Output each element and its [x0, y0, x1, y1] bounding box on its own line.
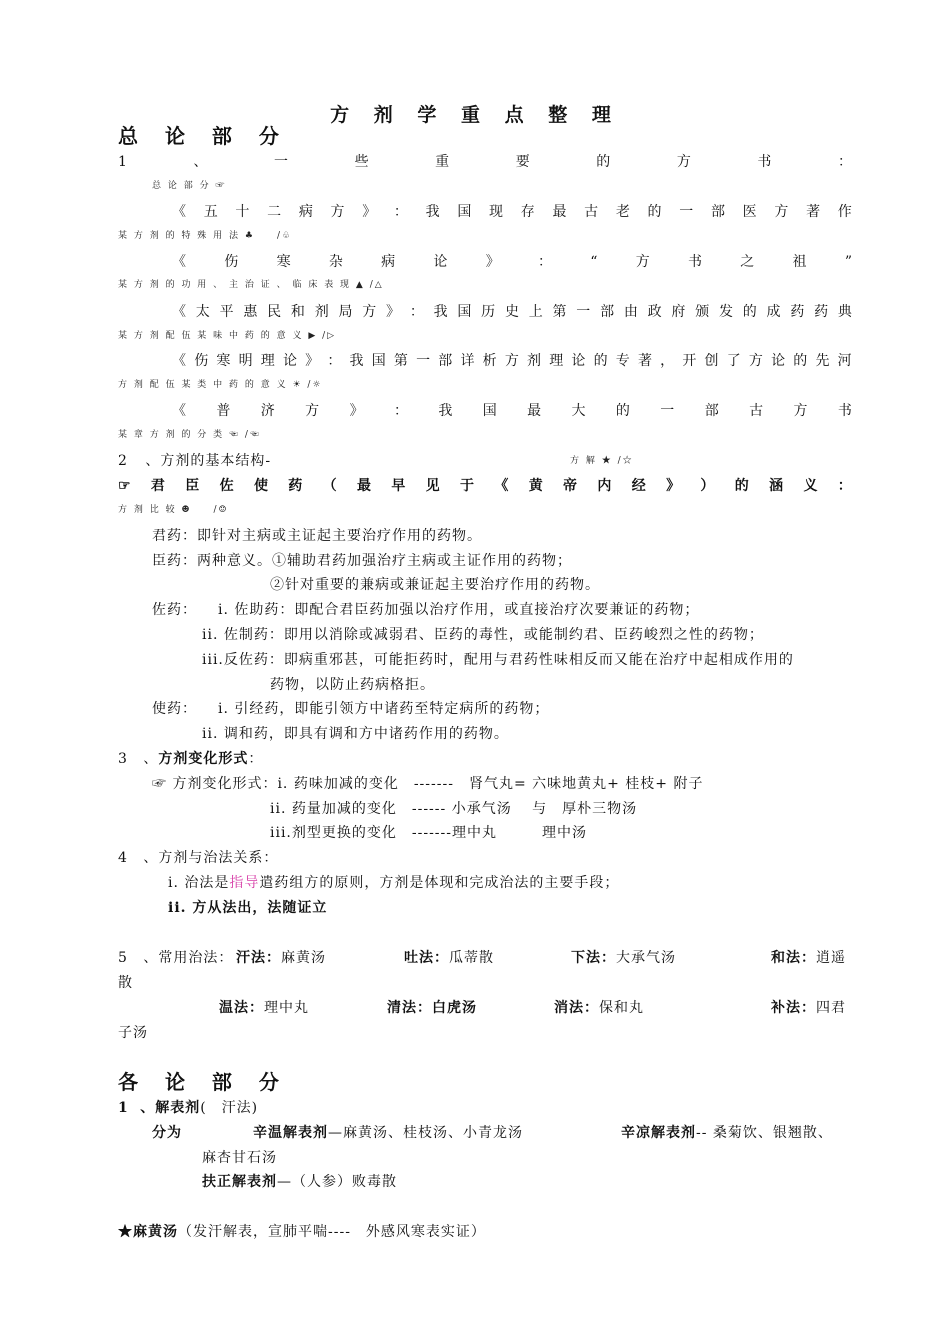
method-label: 温法：: [219, 1000, 264, 1016]
s4-heading: [118, 848, 853, 868]
method-label: 下法：: [571, 950, 616, 966]
s2-num: 2: [118, 453, 128, 469]
s4-text: 、方剂与治法关系：: [143, 850, 279, 866]
line-char: 药: [814, 304, 830, 320]
specific-section-heading: 各 论 部 分: [118, 1070, 289, 1094]
line-char: 析: [482, 353, 498, 369]
line-char: 见: [425, 478, 441, 494]
line-char: 部: [600, 304, 616, 320]
s4-i-post: 遣药组方的原则，方剂是体现和完成治法的主要手段；: [259, 875, 620, 891]
line-char: 》: [305, 353, 321, 369]
method-wrap-2: 子汤: [118, 1025, 148, 1041]
zuo-yao-1: i. 佐助药：即配合君臣药加强以治疗作用，或直接治疗次要兼证的药物；: [218, 602, 700, 618]
line-char: 的: [647, 204, 663, 220]
line-char: 理: [549, 353, 565, 369]
line-char: 大: [571, 403, 587, 419]
book-line: [172, 351, 853, 371]
line-char: 老: [615, 204, 631, 220]
line-char: 病: [381, 254, 397, 270]
legend-note: 某 方 剂 的 特 殊 用 法 ♣ /♧: [118, 231, 293, 241]
legend-note: 方 解 ★ /☆: [570, 456, 634, 466]
line-char: 普: [216, 403, 232, 419]
line-char: 书: [837, 403, 853, 419]
s3-form-1: ☞ 方剂变化形式：i. 药味加减的变化 ------- 肾气丸= 六味地黄丸+ 桂枝+ 附子: [152, 776, 704, 792]
line-char: 政: [647, 304, 663, 320]
line-char: 的: [593, 353, 609, 369]
s5-text: 、常用治法：: [143, 950, 234, 966]
spec-s1-sep: 、: [140, 1100, 156, 1116]
document-title: 方 剂 学 重 点 整 理: [330, 104, 620, 126]
method-tu: [404, 948, 494, 968]
line-char: “: [590, 254, 599, 270]
book-line: [172, 302, 853, 322]
line-char: 最: [552, 204, 568, 220]
line-char: ：: [393, 403, 409, 419]
line-char: 方: [504, 353, 520, 369]
fuzheng-label: 扶正解表剂: [202, 1174, 277, 1190]
line-char: ，: [660, 353, 676, 369]
method-bu: [771, 998, 846, 1018]
line-char: 《: [172, 204, 187, 220]
line-char: 佐: [219, 478, 235, 494]
line-char: 最: [356, 478, 372, 494]
line-char: 药: [790, 304, 806, 320]
line-char: 著: [637, 353, 653, 369]
line-char: 一: [660, 403, 676, 419]
line-char: 发: [718, 304, 734, 320]
line-char: 和: [290, 304, 306, 320]
line-char: 理: [260, 353, 276, 369]
method-value: 四君: [816, 1000, 846, 1016]
s3-sep: 、: [143, 751, 159, 767]
s1-char: 要: [515, 154, 531, 170]
legend-note: 某 章 方 剂 的 分 类 ☜ /☜: [118, 430, 261, 440]
s3-num: 3: [118, 751, 128, 767]
s2-text: 、方剂的基本结构-: [145, 453, 272, 469]
line-char: 于: [460, 478, 475, 494]
method-value: 瓜蒂散: [449, 950, 494, 966]
xinliang-jiebiao: [621, 1123, 833, 1143]
line-char: ：: [327, 353, 343, 369]
line-char: 《: [172, 403, 187, 419]
mahuang-desc: （发汗解表，宣肺平喘---- 外感风寒表实证）: [178, 1224, 486, 1240]
line-char: ：: [393, 204, 409, 220]
zuo-yao-3b: 药物，以防止药病格拒。: [270, 677, 435, 693]
line-char: 论: [282, 353, 298, 369]
chen-yao-2: ②针对重要的兼病或兼证起主要治疗作用的药物。: [270, 577, 600, 593]
method-wen: [219, 998, 309, 1018]
general-section-heading: 总 论 部 分: [118, 124, 289, 148]
line-char: 河: [837, 353, 853, 369]
line-char: ：: [837, 478, 853, 494]
line-char: 寒: [276, 254, 292, 270]
line-char: 明: [238, 353, 254, 369]
line-char: 历: [481, 304, 497, 320]
s2-jun-chen-line: [118, 476, 853, 496]
line-char: 一: [576, 304, 592, 320]
line-char: 论: [433, 254, 449, 270]
line-char: 杂: [328, 254, 344, 270]
line-char: 我: [438, 403, 454, 419]
line-char: 剂: [314, 304, 330, 320]
legend-note: 方 剂 配 伍 某 类 中 药 的 意 义 ☀ /☼: [118, 380, 323, 390]
line-char: 专: [615, 353, 631, 369]
method-label: 清法：白虎汤: [387, 1000, 477, 1016]
line-char: 成: [766, 304, 782, 320]
line-char: 伤: [224, 254, 240, 270]
line-char: ：: [537, 254, 553, 270]
line-char: 我: [433, 304, 449, 320]
line-char: 二: [267, 204, 283, 220]
method-xiao: [554, 998, 644, 1018]
line-char: 方: [305, 403, 321, 419]
line-char: 十: [235, 204, 251, 220]
xinliang-label: 辛凉解表剂: [621, 1125, 696, 1141]
s4-i-pre: i. 治法是: [168, 875, 230, 891]
mahuang-tang: [118, 1222, 486, 1242]
s5-num: 5: [118, 950, 128, 966]
line-char: 典: [837, 304, 853, 320]
s1-char: 方: [676, 154, 692, 170]
line-char: 先: [815, 353, 831, 369]
s5-heading: [118, 948, 233, 968]
line-char: 的: [734, 478, 750, 494]
line-char: 最: [527, 403, 543, 419]
line-char: 国: [482, 403, 498, 419]
line-char: 内: [597, 478, 613, 494]
line-char: 《: [172, 353, 187, 369]
line-char: 部: [710, 204, 726, 220]
method-label: 补法：: [771, 1000, 816, 1016]
method-wrap-1: 散: [118, 975, 133, 991]
shi-yao-label: 使药：: [152, 701, 197, 717]
line-char: 祖: [792, 254, 808, 270]
s2-heading: [118, 451, 853, 471]
xinliang-value: -- 桑菊饮、银翘散、: [696, 1125, 833, 1141]
line-char: 涵: [769, 478, 785, 494]
book-line: [172, 401, 853, 421]
line-char: 》: [386, 304, 402, 320]
line-char: ☞: [118, 478, 132, 494]
line-char: 一: [416, 353, 432, 369]
s1-char: ：: [837, 154, 853, 170]
xinwen-label: 辛温解表剂: [253, 1125, 328, 1141]
line-char: 药: [288, 478, 304, 494]
xinwen-value: —麻黄汤、桂枝汤、小青龙汤: [328, 1125, 523, 1141]
line-char: 伤: [194, 353, 210, 369]
line-char: 古: [584, 204, 600, 220]
spec-s1-title: 解表剂: [155, 1100, 201, 1116]
line-char: 开: [682, 353, 698, 369]
s1-sep: 、: [193, 154, 209, 170]
s1-char: 些: [354, 154, 370, 170]
s1-char: 的: [596, 154, 612, 170]
method-label: 消法：: [554, 1000, 599, 1016]
line-char: 一: [679, 204, 695, 220]
zuo-yao-label: 佐药：: [152, 602, 197, 618]
line-char: 义: [803, 478, 819, 494]
line-char: 存: [520, 204, 536, 220]
line-char: 的: [742, 304, 758, 320]
line-char: 民: [267, 304, 283, 320]
method-value: 麻黄汤: [281, 950, 326, 966]
line-char: 现: [489, 204, 505, 220]
method-label: 和法：: [771, 950, 816, 966]
zuo-yao-3: iii.反佐药：即病重邪甚，可能拒药时，配用与君药性味相反而又能在治疗中起相成作用的: [202, 652, 794, 668]
legend-note: 某 方 剂 的 功 用 、 主 治 证 、 临 床 表 现 ▲ /△: [118, 280, 384, 290]
line-char: 方: [330, 204, 346, 220]
line-char: 古: [749, 403, 765, 419]
line-char: 详: [460, 353, 476, 369]
fen-wei: 分为: [152, 1125, 182, 1141]
line-char: 我: [349, 353, 365, 369]
line-char: 之: [740, 254, 756, 270]
line-char: 创: [704, 353, 720, 369]
line-char: 书: [687, 254, 703, 270]
method-han: [236, 948, 326, 968]
line-char: 作: [837, 204, 853, 220]
line-char: 平: [219, 304, 235, 320]
line-char: 论: [771, 353, 787, 369]
s1-heading: [118, 152, 853, 172]
line-char: 国: [457, 304, 473, 320]
line-char: 五: [203, 204, 219, 220]
chen-yao-1: 臣药：两种意义。①辅助君药加强治疗主病或主证作用的药物；: [152, 553, 572, 569]
s3-colon: ：: [248, 751, 264, 767]
line-char: 帝: [563, 478, 579, 494]
s3-title: 方剂变化形式: [158, 751, 249, 767]
line-char: 》: [666, 478, 682, 494]
line-char: 》: [485, 254, 501, 270]
spec-s1-paren: ( 汗法): [200, 1100, 259, 1116]
s4-point-i: [168, 873, 903, 893]
spec-s1-num: 1: [118, 1100, 129, 1116]
line-char: 部: [438, 353, 454, 369]
method-value: 理中丸: [264, 1000, 309, 1016]
line-char: 由: [623, 304, 639, 320]
line-char: 剂: [527, 353, 542, 369]
book-line: [172, 202, 853, 222]
line-char: 我: [425, 204, 441, 220]
line-char: 君: [150, 478, 166, 494]
jun-yao: 君药：即针对主病或主证起主要治疗作用的药物。: [152, 528, 482, 544]
line-char: 论: [571, 353, 587, 369]
line-char: 颁: [695, 304, 711, 320]
line-char: 早: [391, 478, 407, 494]
s1-char: 一: [274, 154, 290, 170]
method-label: 汗法：: [236, 950, 281, 966]
line-char: 第: [393, 353, 409, 369]
fuzheng-value: —（人参）败毒散: [277, 1174, 397, 1190]
line-char: 史: [504, 304, 520, 320]
legend-note: 方 剂 比 较 ☻ /☺: [118, 505, 229, 515]
method-value: 保和丸: [599, 1000, 644, 1016]
line-char: 《: [172, 254, 187, 270]
line-char: 方: [362, 304, 378, 320]
shi-yao-2: ii. 调和药，即具有调和方中诸药作用的药物。: [202, 726, 509, 742]
s4-point-ii: ii. 方从法出，法随证立: [168, 900, 328, 916]
method-value: 大承气汤: [616, 950, 676, 966]
line-char: 局: [338, 304, 354, 320]
line-char: 使: [253, 478, 269, 494]
legend-note: 某 方 剂 配 伍 某 味 中 药 的 意 义 ▶ /▷: [118, 331, 337, 341]
s1-char: 重: [435, 154, 451, 170]
line-char: 方: [793, 403, 809, 419]
line-char: 府: [671, 304, 687, 320]
method-xia: [571, 948, 676, 968]
book-line: [172, 252, 853, 272]
method-he: [771, 948, 846, 968]
line-char: 方: [774, 204, 790, 220]
line-char: 国: [371, 353, 387, 369]
line-char: 》: [362, 204, 378, 220]
line-char: 部: [704, 403, 720, 419]
line-char: 经: [631, 478, 647, 494]
line-char: ”: [844, 254, 853, 270]
s4-num: 4: [118, 850, 128, 866]
line-char: 济: [260, 403, 276, 419]
line-char: 的: [793, 353, 809, 369]
line-char: 方: [748, 353, 764, 369]
line-char: 方: [635, 254, 651, 270]
line-char: 》: [349, 403, 365, 419]
line-char: 臣: [185, 478, 201, 494]
s3-form-3: iii.剂型更换的变化 -------理中丸 理中汤: [270, 825, 587, 841]
line-char: （: [322, 478, 338, 494]
s1-num: 1: [118, 154, 128, 170]
method-qing: [387, 998, 477, 1018]
zuo-yao-2: ii. 佐制药：即用以消除或减弱君、臣药的毒性，或能制约君、臣药峻烈之性的药物；: [202, 627, 764, 643]
line-char: 上: [528, 304, 544, 320]
method-value: 逍遥: [816, 950, 846, 966]
line-char: 黄: [528, 478, 544, 494]
s3-form-2: ii. 药量加减的变化 ------ 小承气汤 与 厚朴三物汤: [270, 801, 638, 817]
legend-note: 总 论 部 分 ☞: [152, 181, 227, 191]
s3-heading: [118, 749, 853, 769]
line-char: 太: [195, 304, 211, 320]
s1-char: 书: [757, 154, 773, 170]
line-char: 的: [615, 403, 631, 419]
line-char: 第: [552, 304, 568, 320]
line-char: 寒: [216, 353, 232, 369]
line-char: 《: [494, 478, 510, 494]
line-char: 病: [298, 204, 314, 220]
line-char: 了: [726, 353, 742, 369]
line-char: 国: [457, 204, 473, 220]
mahuang-label: ★麻黄汤: [118, 1224, 178, 1240]
line-char: 著: [806, 204, 822, 220]
line-char: 《: [172, 304, 187, 320]
shi-yao-1: i. 引经药，即能引领方中诸药至特定病所的药物；: [218, 701, 550, 717]
line-char: ：: [409, 304, 425, 320]
xinwen-jiebiao: [253, 1123, 523, 1143]
line-char: 医: [742, 204, 758, 220]
s4-i-highlight: 指导: [229, 875, 260, 891]
xinliang-wrap: 麻杏甘石汤: [202, 1150, 277, 1166]
specific-s1-heading: [118, 1098, 258, 1118]
line-char: 惠: [243, 304, 259, 320]
fuzheng-jiebiao: [202, 1172, 397, 1192]
line-char: ）: [700, 478, 716, 494]
method-label: 吐法：: [404, 950, 449, 966]
